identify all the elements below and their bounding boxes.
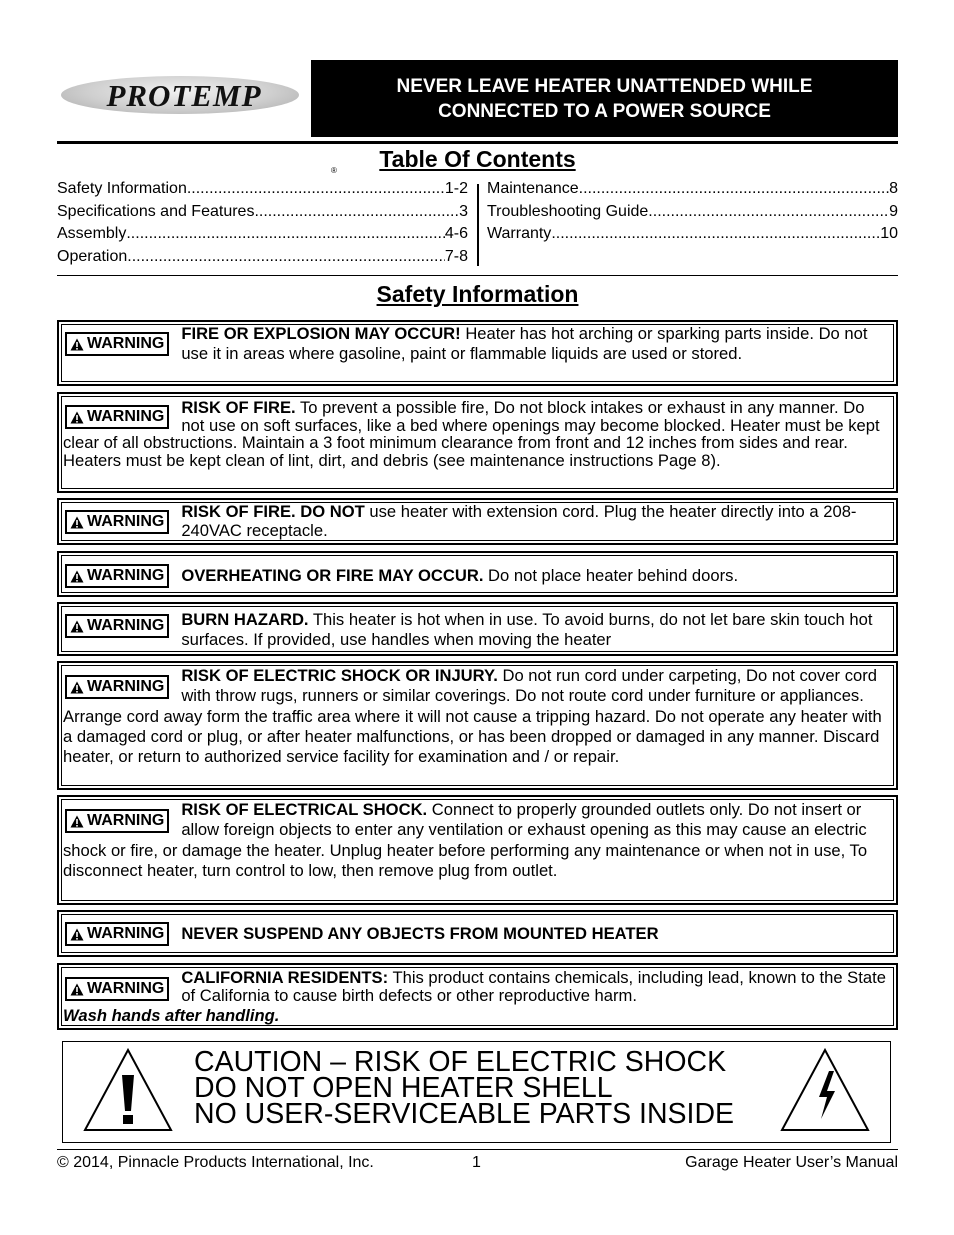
toc-entry: Maintenance ..... 8 bbox=[487, 178, 898, 201]
footer-page-number: 1 bbox=[472, 1154, 481, 1171]
toc-entry: Troubleshooting Guide ..... 9 bbox=[487, 201, 898, 224]
warning-label: WARNING bbox=[65, 510, 169, 534]
warning-label: WARNING bbox=[65, 614, 169, 638]
warning-box bbox=[57, 910, 898, 957]
toc-divider bbox=[477, 184, 479, 266]
logo-text: PROTEMP bbox=[106, 78, 262, 113]
warning-label: WARNING bbox=[65, 809, 169, 833]
warning-text: Do not run cord under carpeting, Do not cover cord with throw rugs, runners or similar coverings. Do not route cord under furniture or appliances. Arrange cord away form the traffic area where it will not cause a tripping hazard. Do not operate any heater with a damaged cord or plug, or after heater malfunctions, or has been dropped or damaged in any manner. Discard heater, or return to authorized service facility for examination and / or repair. bbox=[63, 666, 882, 767]
header-rule bbox=[57, 141, 898, 144]
warning-box bbox=[57, 320, 898, 386]
electric-shock-warning-icon bbox=[779, 1047, 871, 1133]
footer-copyright: © 2014, Pinnacle Products International, Inc. bbox=[57, 1154, 374, 1171]
warning-heading: RISK OF FIRE. DO NOT bbox=[181, 502, 365, 521]
toc-entry: Safety Information ..... 1-2 bbox=[57, 178, 468, 201]
warning-label: WARNING bbox=[65, 564, 169, 588]
warning-label: WARNING bbox=[65, 332, 169, 356]
warning-text: This heater is hot when in use. To avoid burns, do not let bare skin touch hot surfaces. If provided, use handles when moving the heater bbox=[181, 610, 873, 649]
toc-entry: Warranty ..... 10 bbox=[487, 223, 898, 246]
warning-label: WARNING bbox=[65, 675, 169, 699]
caution-line-1: CAUTION – RISK OF ELECTRIC SHOCK bbox=[194, 1046, 727, 1078]
warning-label: WARNING bbox=[65, 922, 169, 946]
warning-heading: OVERHEATING OR FIRE MAY OCCUR. bbox=[181, 566, 484, 585]
caution-line-3: NO USER-SERVICEABLE PARTS INSIDE bbox=[194, 1098, 735, 1130]
warning-box bbox=[57, 795, 898, 905]
warning-box bbox=[57, 498, 898, 545]
warning-note: Wash hands after handling. bbox=[63, 1006, 280, 1025]
warning-box bbox=[57, 963, 898, 1030]
exclamation-warning-icon bbox=[82, 1047, 174, 1133]
toc-right-column bbox=[487, 178, 898, 246]
toc-entry: Assembly ..... 4-6 bbox=[57, 223, 468, 246]
toc-entry: Specifications and Features ..... 3 bbox=[57, 201, 468, 224]
warning-text: This product contains chemicals, including lead, known to the State of California to cause birth defects or other reproductive harm. bbox=[181, 968, 886, 1005]
toc-rule bbox=[57, 275, 898, 276]
toc-left-column bbox=[57, 178, 468, 269]
safety-title: Safety Information bbox=[376, 281, 579, 307]
warning-heading: NEVER SUSPEND ANY OBJECTS FROM MOUNTED HEATER bbox=[181, 924, 659, 943]
warning-heading: RISK OF ELECTRICAL SHOCK. bbox=[181, 800, 428, 819]
toc-entry: Operation ..... 7-8 bbox=[57, 246, 468, 269]
warning-heading: CALIFORNIA RESIDENTS: bbox=[181, 968, 389, 987]
warning-banner bbox=[311, 60, 898, 137]
registered-mark: ® bbox=[331, 166, 337, 175]
footer-manual-title: Garage Heater User’s Manual bbox=[685, 1154, 898, 1171]
banner-line-1: NEVER LEAVE HEATER UNATTENDED WHILE bbox=[396, 75, 813, 97]
warning-heading: RISK OF ELECTRIC SHOCK OR INJURY. bbox=[181, 666, 498, 685]
warning-text: Connect to properly grounded outlets only. Do not insert or allow foreign objects to enter any ventilation or exhaust opening as this may cause an electric shock or fire, or damage the heater. Unplug heater before performing any maintenance or when not in use, To disconnect heater, turn control to low, then remove plug from outlet. bbox=[63, 800, 868, 880]
warning-text: use heater with extension cord. Plug the heater directly into a 208-240VAC receptacle. bbox=[181, 502, 857, 540]
warning-heading: FIRE OR EXPLOSION MAY OCCUR! bbox=[181, 324, 461, 343]
banner-line-2: CONNECTED TO A POWER SOURCE bbox=[438, 100, 771, 122]
toc-title: Table Of Contents bbox=[379, 146, 576, 172]
caution-line-2: DO NOT OPEN HEATER SHELL bbox=[194, 1072, 613, 1104]
warning-text: Heater has hot arching or sparking parts inside. Do not use it in areas where gasoline, paint or flammable liquids are used or stored. bbox=[181, 324, 868, 363]
caution-text bbox=[194, 1046, 735, 1130]
warning-text: Do not place heater behind doors. bbox=[483, 566, 739, 585]
footer-rule bbox=[57, 1149, 898, 1150]
warning-box bbox=[57, 602, 898, 656]
warning-heading: RISK OF FIRE. bbox=[181, 398, 296, 417]
warning-label: WARNING bbox=[65, 977, 169, 1001]
warning-box bbox=[57, 392, 898, 493]
warning-text: To prevent a possible fire, Do not block intakes or exhaust in any manner. Do not use on soft surfaces, like a bed where openings may become blocked. Heater must be kept clear of all obstructions. Maintain a 3 foot minimum clearance from front and 12 inches from sides and rear. Heaters must be kept clean of lint, dirt, and debris (see maintenance instructions Page 8). bbox=[63, 398, 880, 470]
warning-box bbox=[57, 551, 898, 597]
warning-heading: BURN HAZARD. bbox=[181, 610, 309, 629]
warning-box bbox=[57, 661, 898, 790]
warning-label: WARNING bbox=[65, 405, 169, 429]
caution-box bbox=[62, 1041, 891, 1143]
protemp-logo bbox=[57, 62, 337, 175]
